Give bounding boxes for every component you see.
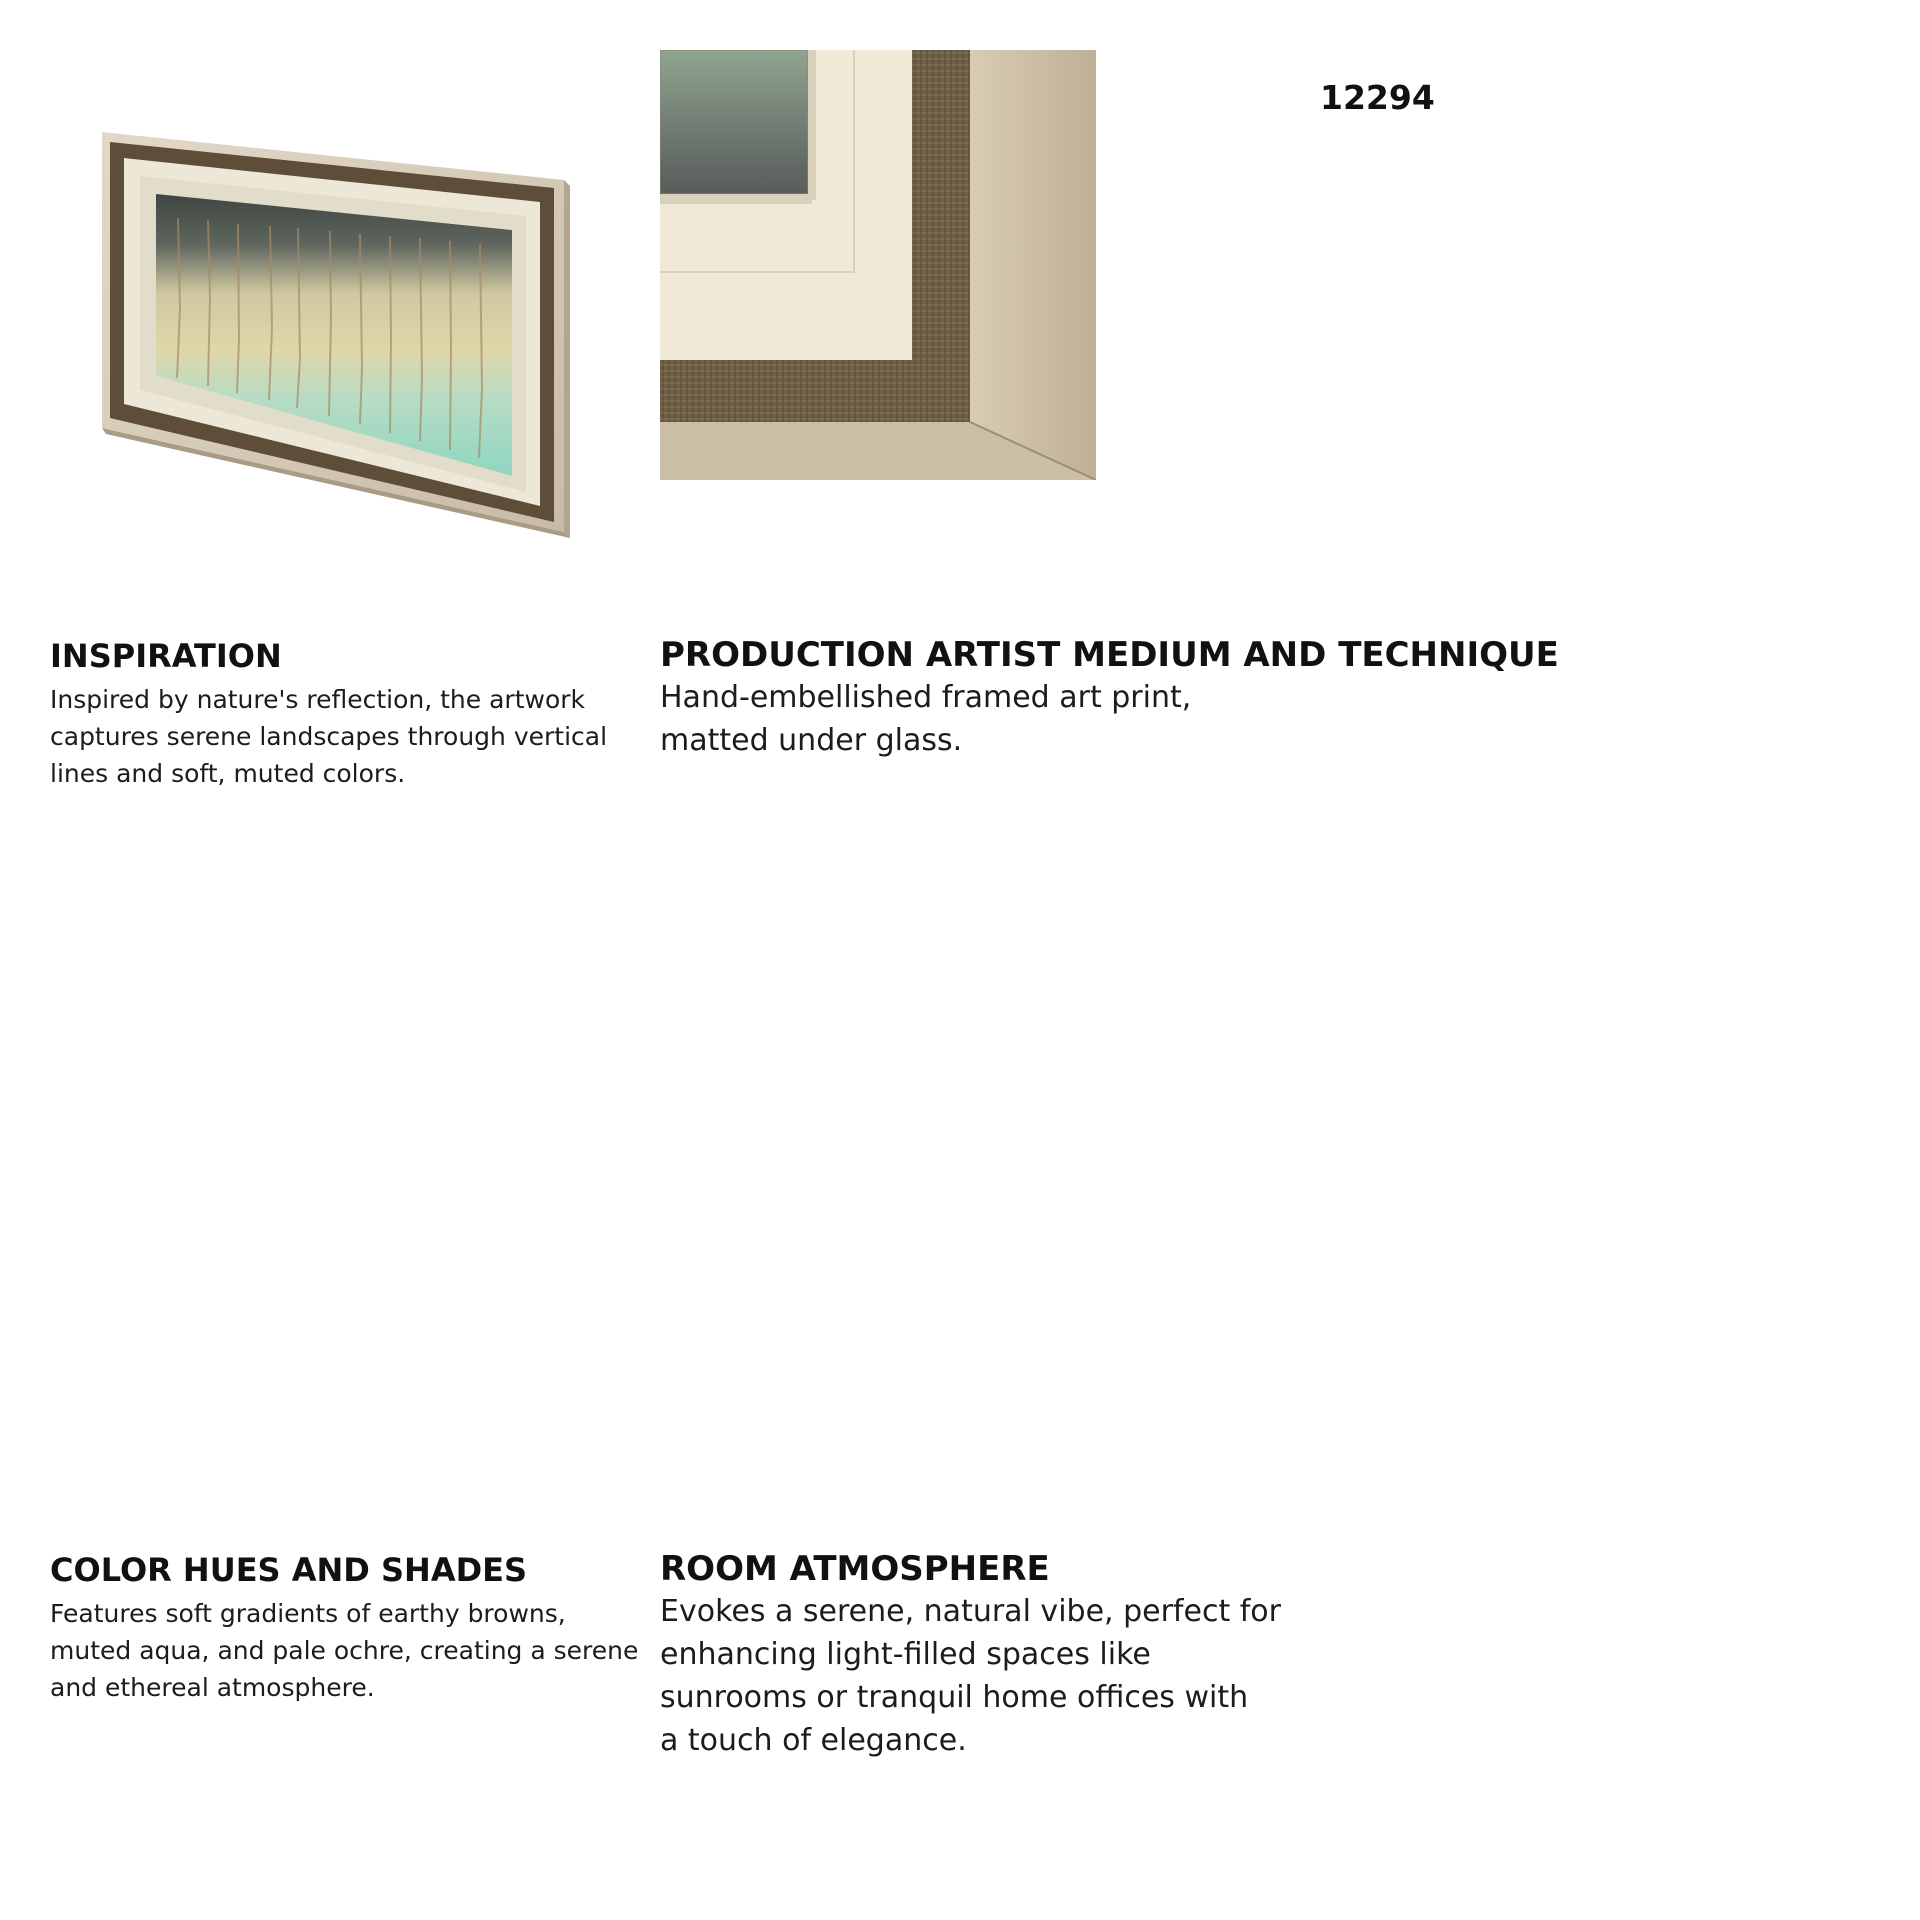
production-heading: PRODUCTION ARTIST MEDIUM AND TECHNIQUE (660, 635, 1559, 675)
room-line: a touch of elegance. (660, 1723, 967, 1758)
color-text (50, 1595, 670, 1706)
production-section (660, 635, 1660, 762)
color-line: muted aqua, and pale ochre, creating a serene (50, 1636, 639, 1665)
room-section (660, 1549, 1360, 1762)
production-text (660, 676, 1660, 762)
framed-art-corner-illustration (660, 50, 1096, 480)
production-line: matted under glass. (660, 723, 963, 758)
color-line: and ethereal atmosphere. (50, 1673, 375, 1702)
room-text (660, 1590, 1360, 1762)
production-line: Hand-embellished framed art print, (660, 680, 1192, 715)
color-section (50, 1551, 670, 1706)
room-heading: ROOM ATMOSPHERE (660, 1549, 1050, 1589)
sku-number: 12294 (1320, 78, 1435, 117)
inspiration-line: lines and soft, muted colors. (50, 759, 406, 788)
color-line: Features soft gradients of earthy browns, (50, 1599, 566, 1628)
framed-art-angled-photo (98, 128, 578, 548)
inspiration-section (50, 637, 650, 792)
framed-art-angled-illustration (98, 128, 578, 548)
room-line: enhancing light-filled spaces like (660, 1637, 1151, 1672)
inspiration-heading: INSPIRATION (50, 637, 282, 675)
color-heading: COLOR HUES AND SHADES (50, 1551, 528, 1589)
room-line: sunrooms or tranquil home offices with (660, 1680, 1249, 1715)
inspiration-line: captures serene landscapes through vertical (50, 722, 608, 751)
inspiration-text (50, 681, 650, 792)
room-line: Evokes a serene, natural vibe, perfect for (660, 1594, 1281, 1629)
framed-art-corner-photo (660, 50, 1096, 480)
inspiration-line: Inspired by nature's reflection, the artwork (50, 685, 585, 714)
